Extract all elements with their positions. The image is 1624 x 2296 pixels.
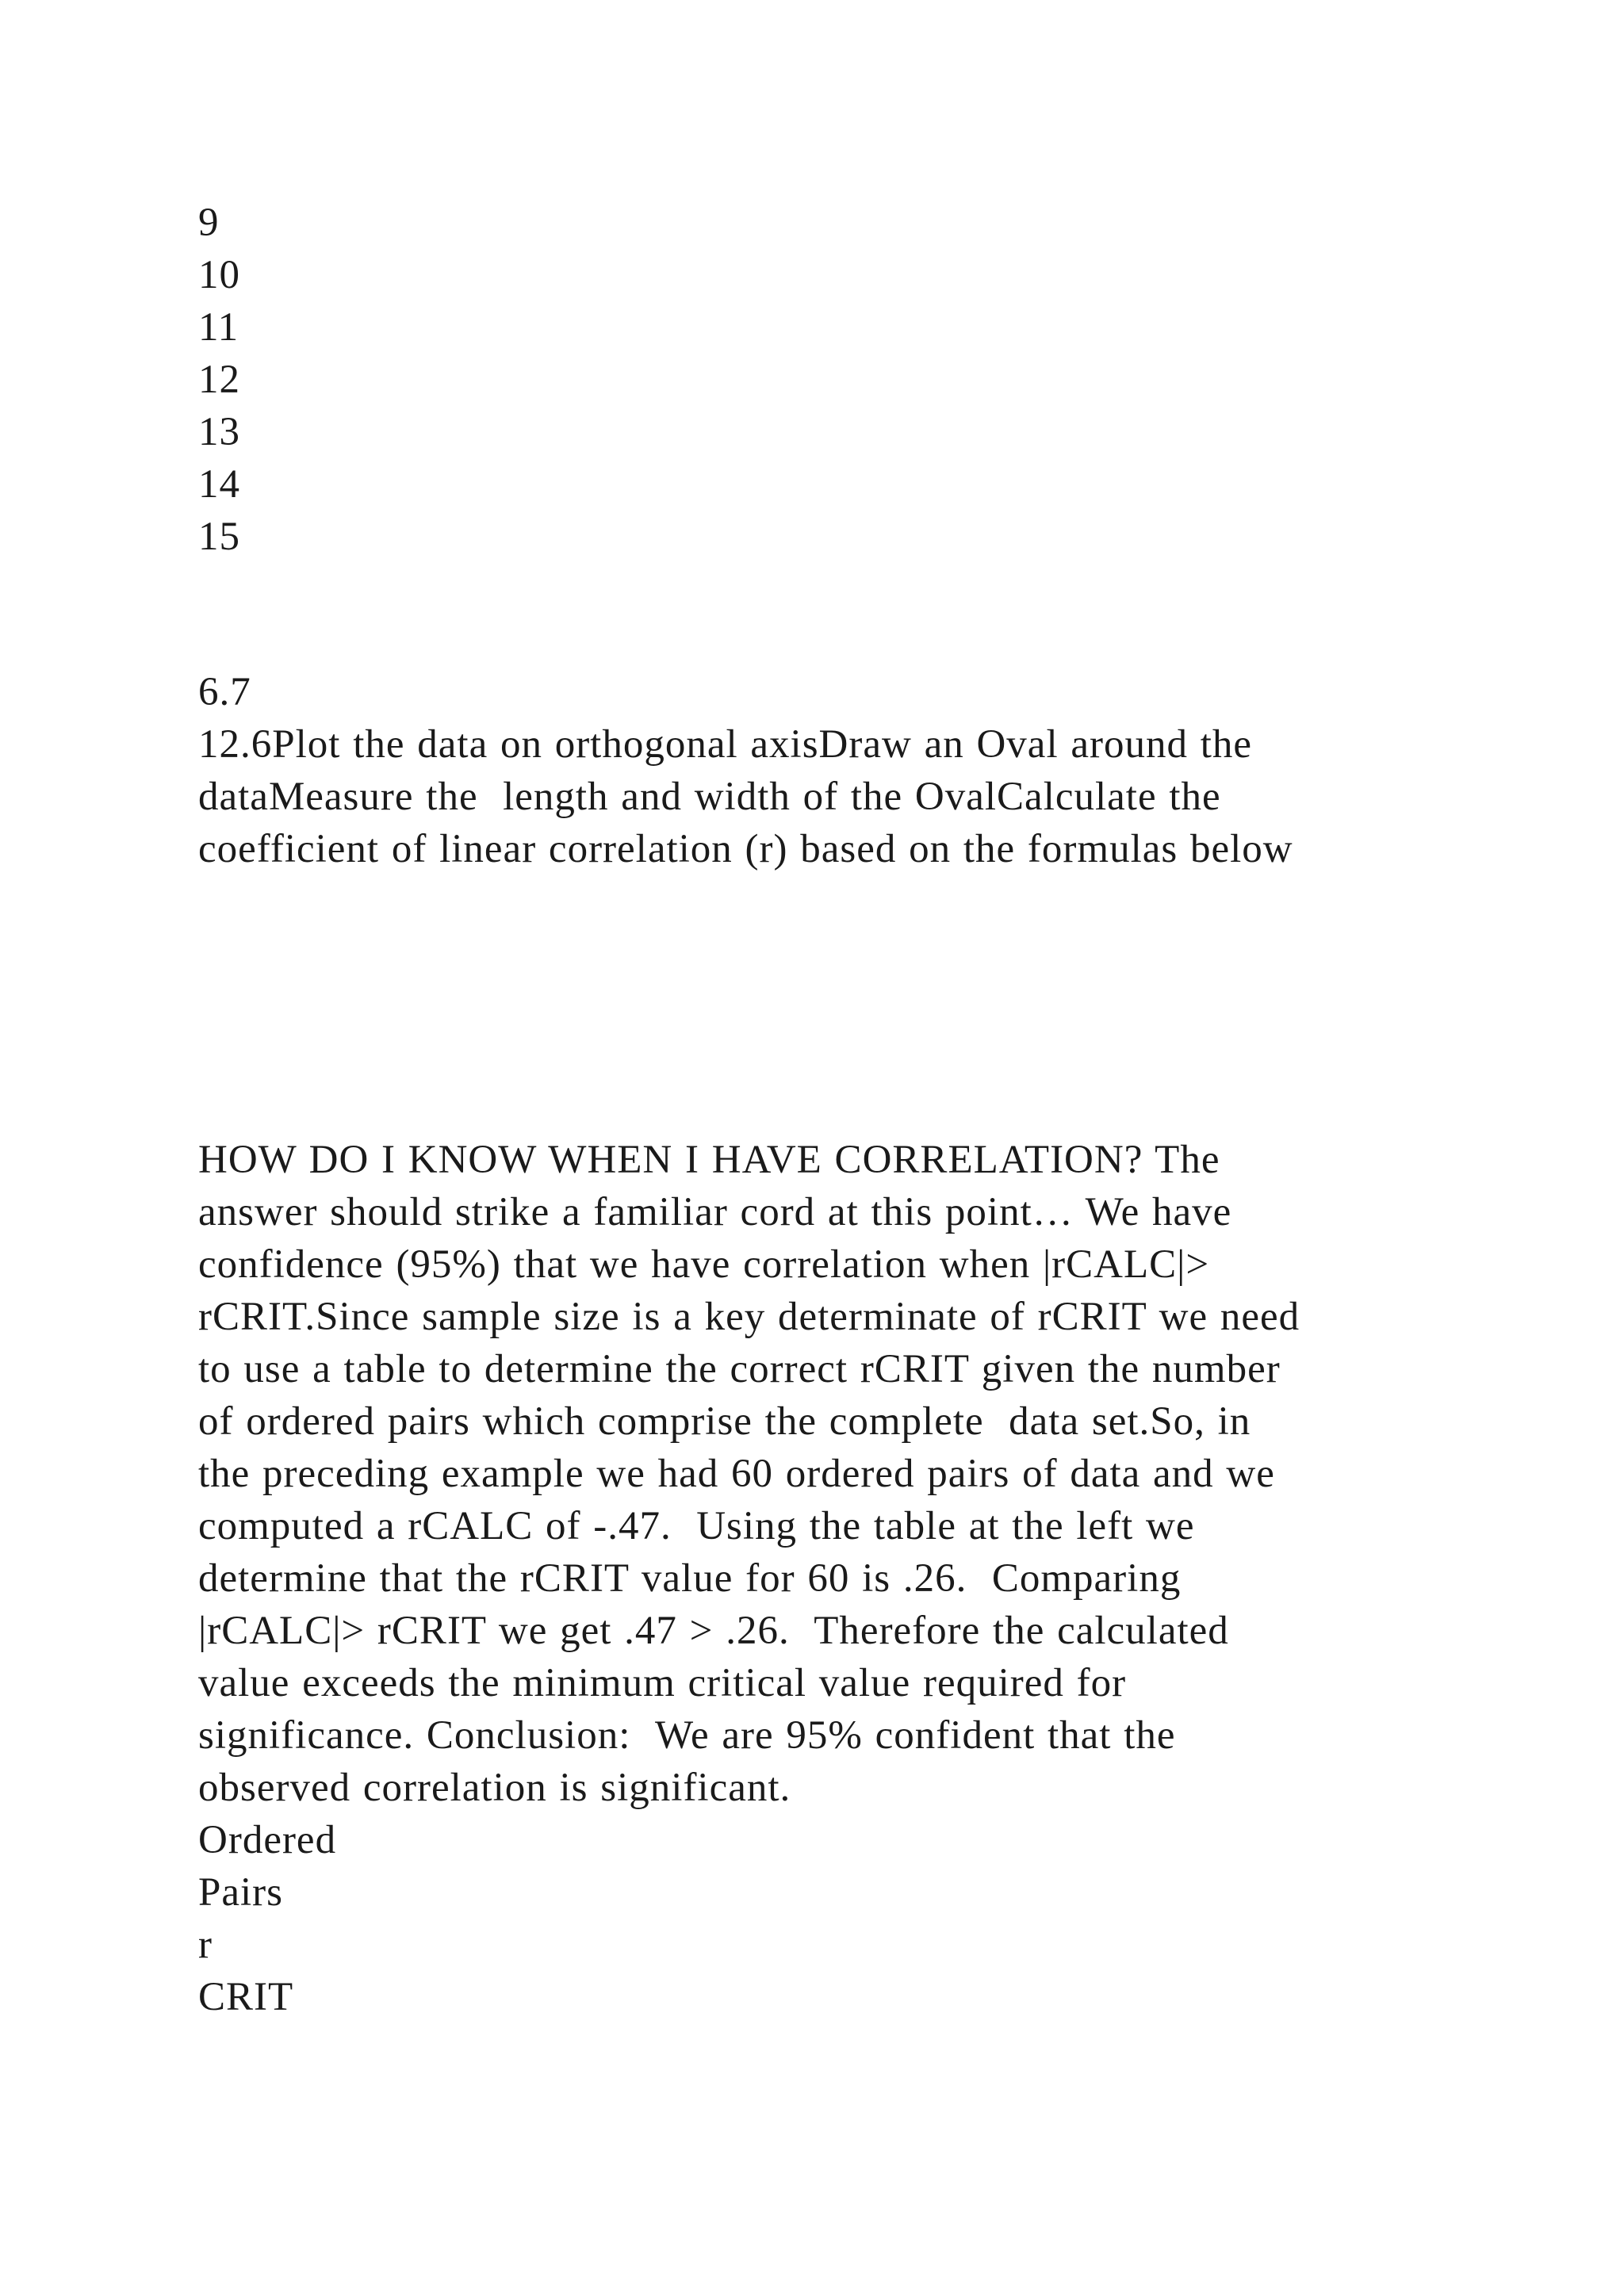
row-number: 11 [198,305,239,350]
row-number: 13 [198,410,240,454]
instructions-paragraph [198,666,1507,875]
instruction-line: 6.7 [198,670,251,714]
explanation-line: rCRIT.Since sample size is a key determinate of rCRIT we need [198,1295,1300,1339]
explanation-line: significance. Conclusion: We are 95% confident that the [198,1713,1176,1758]
explanation-line: determine that the rCRIT value for 60 is .26. Comparing [198,1556,1182,1601]
rcrit-table-header [198,1814,1507,2023]
row-number: 12 [198,358,240,402]
table-header-line: r [198,1923,213,1967]
explanation-line: of ordered pairs which comprise the complete data set.So, in [198,1399,1251,1444]
table-header-line: CRIT [198,1975,294,2019]
explanation-line: confidence (95%) that we have correlation when |rCALC|> [198,1242,1210,1287]
explanation-line: HOW DO I KNOW WHEN I HAVE CORRELATION? The [198,1138,1220,1182]
table-header-line: Ordered [198,1818,337,1862]
row-number: 15 [198,515,240,559]
explanation-line: |rCALC|> rCRIT we get .47 > .26. Therefore the calculated [198,1609,1229,1653]
explanation-line: observed correlation is significant. [198,1766,791,1810]
row-number-list [198,197,1507,563]
row-number: 10 [198,253,240,297]
table-header-line: Pairs [198,1870,283,1915]
instruction-line: dataMeasure the length and width of the OvalCalculate the [198,775,1221,819]
instruction-line: 12.6Plot the data on orthogonal axisDraw an Oval around the [198,722,1253,767]
explanation-line: the preceding example we had 60 ordered pairs of data and we [198,1452,1275,1496]
explanation-line: answer should strike a familiar cord at this point… We have [198,1190,1232,1234]
row-number: 9 [198,201,220,245]
correlation-explanation-paragraph [198,1134,1507,1814]
explanation-line: to use a table to determine the correct rCRIT given the number [198,1347,1281,1391]
explanation-line: computed a rCALC of -.47. Using the table at the left we [198,1504,1195,1548]
instruction-line: coefficient of linear correlation (r) based on the formulas below [198,827,1293,871]
explanation-line: value exceeds the minimum critical value required for [198,1661,1127,1705]
row-number: 14 [198,462,240,507]
